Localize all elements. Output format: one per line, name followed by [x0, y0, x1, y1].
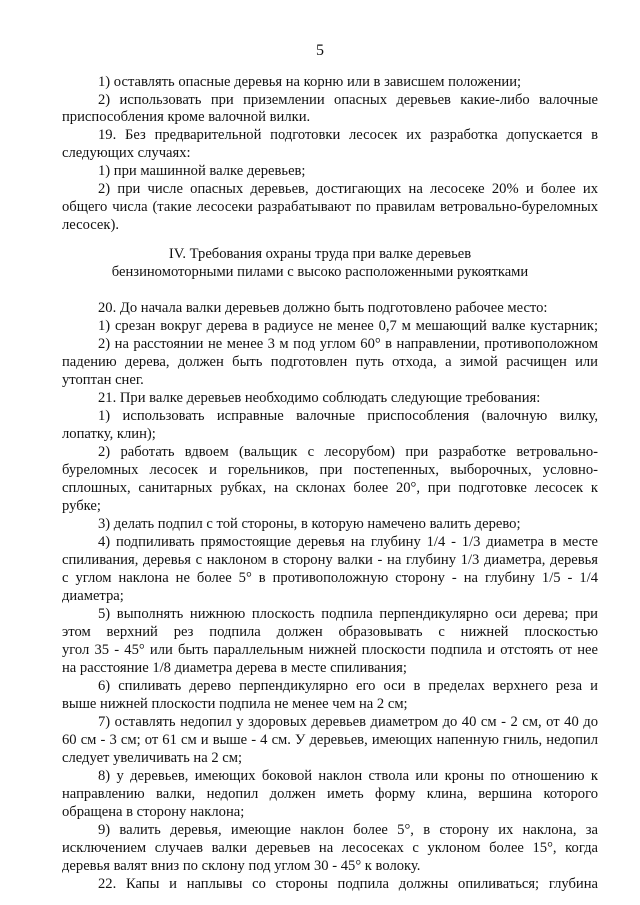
text-line: 2) при числе опасных деревьев, достигающих на лесосеке 20% и более их [98, 181, 598, 197]
text-line: следующих случаях: [62, 145, 191, 161]
text-line: этом верхний рез подпила должен образовывать с нижней плоскостью [62, 624, 598, 640]
text-line: диаметра; [62, 588, 124, 604]
text-line: 6) спиливать дерево перпендикулярно его оси в пределах верхнего реза и [98, 678, 598, 694]
text-line: 2) на расстоянии не менее 3 м под углом 60° в направлении, противоположном [98, 336, 598, 352]
text-line: лесосек). [62, 217, 119, 233]
text-line: 2) работать вдвоем (вальщик с лесорубом) при разработке ветровально- [98, 444, 598, 460]
text-line: на расстояние 1/8 диаметра дерева в месте спиливания; [62, 660, 407, 676]
text-line: 22. Капы и наплывы со стороны подпила должны опиливаться; глубина [98, 876, 598, 892]
text-line: 5) выполнять нижнюю плоскость подпила перпендикулярно оси дерева; при [98, 606, 598, 622]
text-line: падению дерева, должен быть подготовлен путь отхода, а зимой расчищен или [62, 354, 598, 370]
text-line: 4) подпиливать прямостоящие деревья на глубину 1/4 - 1/3 диаметра в месте [98, 534, 598, 550]
text-line: 60 см - 3 см; от 61 см и выше - 4 см. У деревьев, имеющих напенную гниль, недопил [62, 732, 598, 748]
text-line: направлению валки, недопил должен иметь форму клина, вершина которого [62, 786, 598, 802]
text-line: 19. Без предварительной подготовки лесосек их разработка допускается в [98, 127, 598, 143]
text-line: выше нижней плоскости подпила не менее чем на 2 см; [62, 696, 408, 712]
text-line: 1) использовать исправные валочные приспособления (валочную вилку, [98, 408, 598, 424]
text-line: общего числа (такие лесосеки разрабатывают по правилам ветровально-буреломных [62, 199, 598, 215]
text-line: исключением случаев валки деревьев на лесосеках с уклоном более 15°, когда [62, 840, 598, 856]
section-heading: IV. Требования охраны труда при валке деревьев [168, 246, 472, 262]
text-line: обращена в сторону наклона; [62, 804, 245, 820]
page-number: 5 [316, 42, 324, 59]
text-line: 9) валить деревья, имеющие наклон более 5°, в сторону их наклона, за [98, 822, 598, 838]
text-line: спиливания, деревья с наклоном в сторону валки - на глубину 1/3 диаметра, деревья [62, 552, 598, 568]
text-line: с углом наклона не более 5° в противоположную сторону - на глубину 1/5 - 1/4 [62, 570, 598, 586]
text-line: деревья валят вниз по склону под углом 30 - 45° к волоку. [62, 858, 421, 874]
text-line: 7) оставлять недопил у здоровых деревьев диаметром до 40 см - 2 см, от 40 до [98, 714, 598, 730]
text-line: угол 35 - 45° или быть параллельным нижней плоскости подпила и отстоять от нее [62, 642, 598, 658]
text-line: приспособления кроме валочной вилки. [62, 109, 311, 125]
text-line: 1) срезан вокруг дерева в радиусе не менее 0,7 м мешающий валке кустарник; [98, 318, 598, 334]
text-line: утоптан снег. [62, 372, 144, 388]
text-line: лопатку, клин); [62, 426, 156, 442]
text-line: 1) оставлять опасные деревья на корню или в зависшем положении; [98, 74, 522, 90]
text-line: 1) при машинной валке деревьев; [98, 163, 306, 179]
text-line: следует увеличивать на 2 см; [62, 750, 243, 766]
section-heading: бензиномоторными пилами с высоко расположенными рукоятками [111, 264, 529, 280]
text-line: 20. До начала валки деревьев должно быть подготовлено рабочее место: [98, 300, 548, 316]
text-line: 21. При валке деревьев необходимо соблюдать следующие требования: [98, 390, 541, 406]
text-line: 3) делать подпил с той стороны, в которую намечено валить дерево; [98, 516, 521, 532]
text-line: 8) у деревьев, имеющих боковой наклон ствола или кроны по отношению к [98, 768, 598, 784]
text-line: 2) использовать при приземлении опасных деревьев какие-либо валочные [98, 92, 598, 108]
text-line: буреломных лесосек и горельников, при постепенных, выборочных, условно- [62, 462, 598, 478]
text-line: рубке; [62, 498, 101, 514]
text-line: сплошных, санитарных рубках, на склонах более 20°, при подготовке лесосек к [62, 480, 598, 496]
